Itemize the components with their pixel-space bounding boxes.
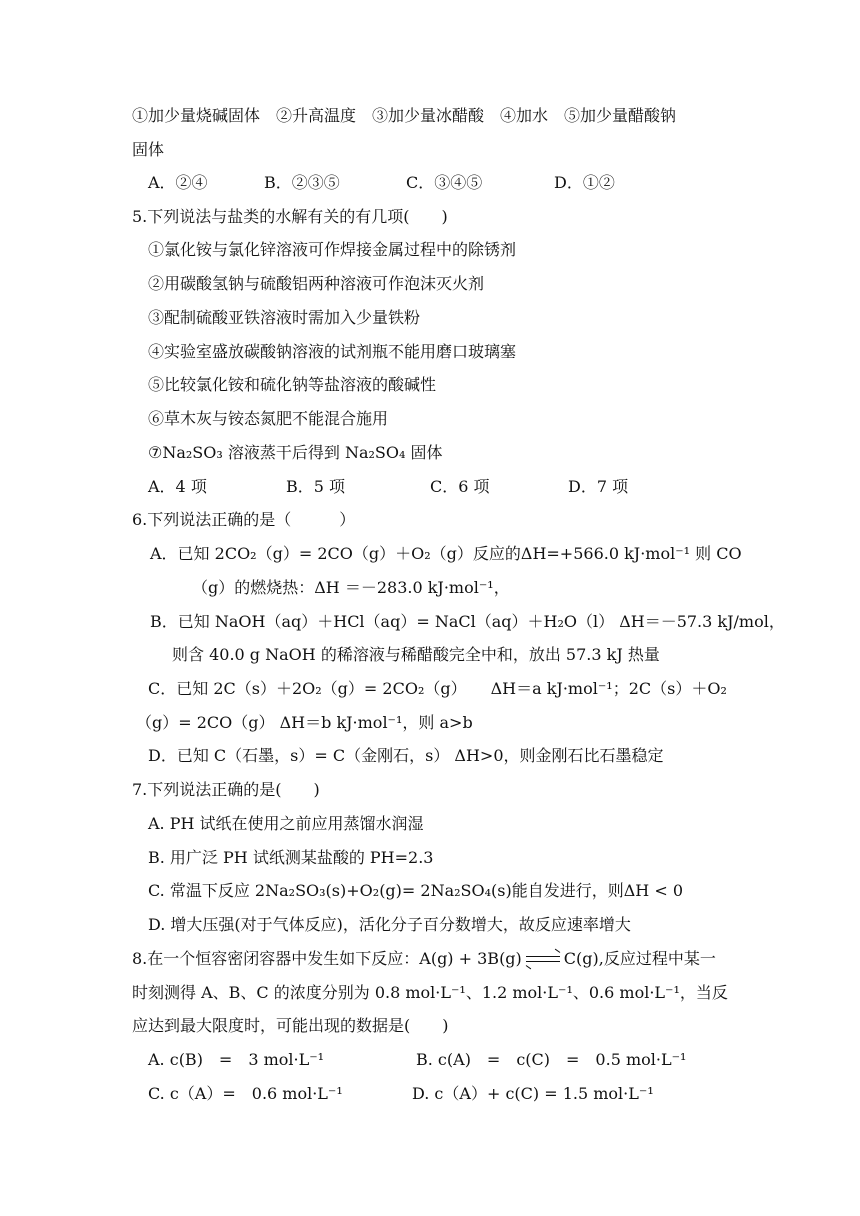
q6-option-d: D．已知 C（石墨，s）= C（金刚石，s） ΔH>0，则金刚石比石墨稳定 [148, 746, 664, 765]
q8-option-c: C. c（A）= 0.6 mol·L⁻¹ [148, 1084, 343, 1103]
q5-item-6: ⑥草木灰与铵态氮肥不能混合施用 [148, 409, 389, 428]
q5-item-2: ②用碳酸氢钠与硫酸铝两种溶液可作泡沫灭火剂 [148, 274, 485, 293]
q4-option-d: D．①② [554, 173, 615, 192]
q6-option-b-line2: 则含 40.0 g NaOH 的稀溶液与稀醋酸完全中和，放出 57.3 kJ 热量 [172, 645, 660, 664]
q4-items-cont: 固体 [132, 140, 165, 159]
q8-options-row1 [148, 1050, 748, 1070]
q7-option-c: C. 常温下反应 2Na₂SO₃(s)+O₂(g)= 2Na₂SO₄(s)能自发进行，则ΔH < 0 [148, 881, 683, 900]
q8-option-a: A. c(B) = 3 mol·L⁻¹ [148, 1050, 325, 1069]
q7-option-d: D. 增大压强(对于气体反应)，活化分子百分数增大，故反应速率增大 [148, 915, 631, 934]
q4-items-line: ①加少量烧碱固体 ②升高温度 ③加少量冰醋酸 ④加水 ⑤加少量醋酸钠 [132, 106, 677, 125]
q5-item-3: ③配制硫酸亚铁溶液时需加入少量铁粉 [148, 308, 421, 327]
q8-stem-line3: 应达到最大限度时，可能出现的数据是( ) [132, 1016, 449, 1035]
q8-stem-post: C(g),反应过程中某一 [563, 949, 716, 968]
q8-stem-pre: 8.在一个恒容密闭容器中发生如下反应：A(g) + 3B(g) [132, 949, 522, 968]
q6-option-c-line1: C．已知 2C（s）＋2O₂（g）= 2CO₂（g） ΔH＝a kJ·mol⁻¹；2C（s）＋O₂ [148, 679, 727, 698]
q5-item-4: ④实验室盛放碳酸钠溶液的试剂瓶不能用磨口玻璃塞 [148, 342, 517, 361]
q8-stem-line2: 时刻测得 A、B、C 的浓度分别为 0.8 mol·L⁻¹、1.2 mol·L⁻¹、0.6 mol·L⁻¹，当反 [132, 983, 728, 1002]
q8-option-d: D. c（A）+ c(C) = 1.5 mol·L⁻¹ [412, 1084, 654, 1103]
q4-option-b: B．②③⑤ [264, 173, 340, 192]
q6-option-a-line1: A．已知 2CO₂（g）= 2CO（g）＋O₂（g）反应的ΔH=+566.0 kJ·mol⁻¹ 则 CO [150, 544, 742, 563]
q8-options-row2 [148, 1084, 748, 1104]
q5-option-c: C．6 项 [430, 477, 490, 496]
q6-option-a-line2: （g）的燃烧热：ΔH ＝－283.0 kJ·mol⁻¹， [192, 578, 510, 597]
q5-stem: 5.下列说法与盐类的水解有关的有几项( ) [132, 207, 448, 226]
q6-option-c-line2: （g）= 2CO（g） ΔH＝b kJ·mol⁻¹，则 a>b [136, 713, 473, 732]
q8-stem-line1 [132, 949, 716, 969]
q6-stem: 6.下列说法正确的是（ ） [132, 510, 356, 529]
q5-item-1: ①氯化铵与氯化锌溶液可作焊接金属过程中的除锈剂 [148, 240, 517, 259]
q5-item-5: ⑤比较氯化铵和硫化钠等盐溶液的酸碱性 [148, 375, 437, 394]
q8-option-b: B. c(A) = c(C) = 0.5 mol·L⁻¹ [416, 1050, 687, 1069]
q5-option-a: A．4 项 [148, 477, 207, 496]
q4-options [148, 173, 748, 193]
equilibrium-arrow-icon [526, 956, 560, 964]
q5-item-7: ⑦Na₂SO₃ 溶液蒸干后得到 Na₂SO₄ 固体 [148, 443, 443, 462]
q7-stem: 7.下列说法正确的是( ) [132, 780, 320, 799]
q4-option-a: A．②④ [148, 173, 208, 192]
q6-option-b-line1: B．已知 NaOH（aq）＋HCl（aq）= NaCl（aq）＋H₂O（l） ΔH＝－57.3 kJ/mol， [150, 612, 785, 631]
q7-option-a: A. PH 试纸在使用之前应用蒸馏水润湿 [148, 814, 424, 833]
q5-option-d: D．7 项 [568, 477, 629, 496]
q5-options [148, 477, 748, 497]
q5-option-b: B．5 项 [286, 477, 346, 496]
q4-option-c: C．③④⑤ [406, 173, 483, 192]
q7-option-b: B. 用广泛 PH 试纸测某盐酸的 PH=2.3 [148, 848, 434, 867]
